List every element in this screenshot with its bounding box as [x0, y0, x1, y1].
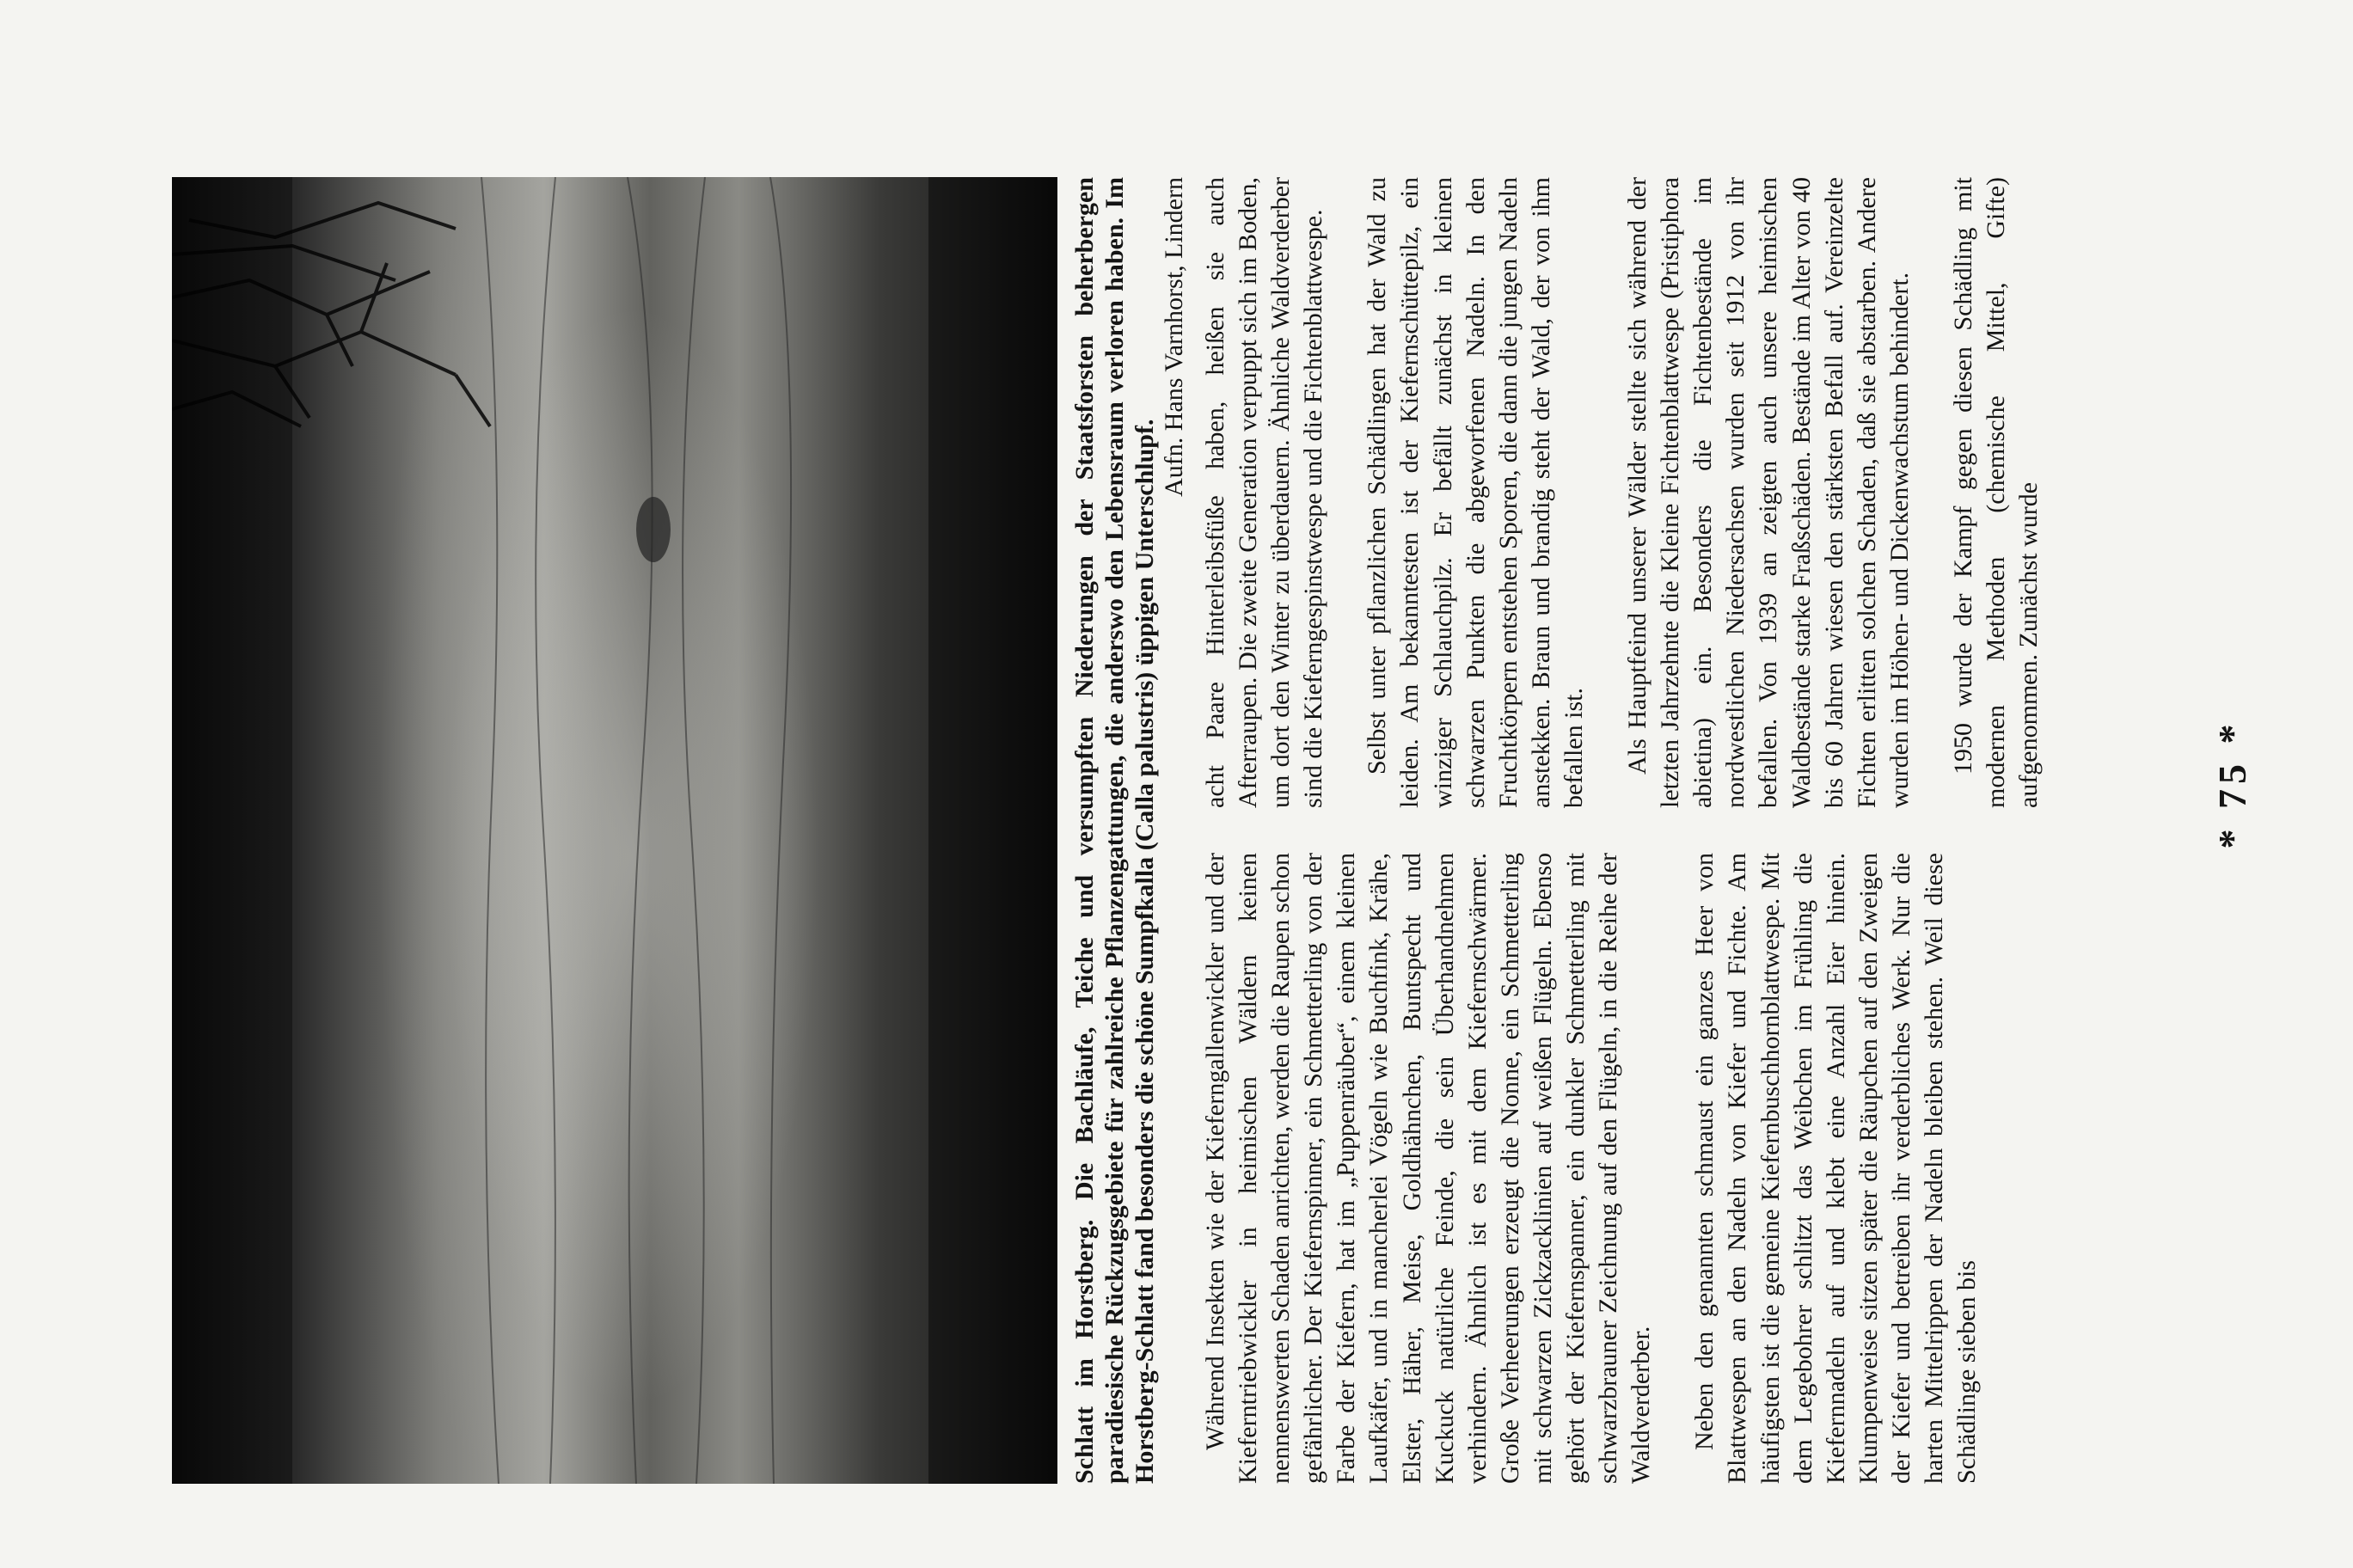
- body-text: [1199, 177, 2128, 1484]
- photo-credit: Aufn. Hans Varnhorst, Lindern: [1160, 177, 1189, 497]
- photo-caption: [1070, 177, 1190, 1484]
- caption-text: Schlatt im Horstberg. Die Bachläufe, Teiche und versumpften Niederungen der Staatsforsten beherbergen paradiesische Rückzugsgebiete für zahlreiche Pflanzengattungen, die anderswo den Lebensraum verloren haben. Im Horstberg-Schlatt fand besonders die schöne Sumpfkalla (Calla palustris) üppigen Unterschlupf.: [1070, 177, 1159, 1484]
- swamp-photograph: [172, 177, 1057, 1484]
- text-column-right: [1199, 177, 2128, 808]
- page-number: * 75 *: [2210, 719, 2254, 849]
- photo-texture: [172, 177, 1057, 1484]
- paragraph: acht Paare Hinterleibsfüße haben, heißen sie auch Afterraupen. Die zweite Generation verpuppt sich im Boden, um dort den Winter zu überdauern. Ähnliche Waldverderber sind die Kieferngespinstwespe und die Fichtenblattwespe.: [1201, 177, 1328, 808]
- paragraph: Neben den genannten schmaust ein ganzes Heer von Blattwespen an den Nadeln von Kiefer und Fichte. Am häufigsten ist die gemeine Kiefernbuschhornblattwespe. Mit dem Legebohrer schlitzt das Weibchen im Frühling die Kiefernnadeln auf und klebt eine Anzahl Eier hinein. Klumpenweise sitzen später die Räupchen auf den Zweigen der Kiefer und betreiben ihr verderbliches Werk. Nur die harten Mittelrippen der Nadeln bleiben stehen. Weil diese Schädlinge sieben bis: [1690, 853, 1982, 1484]
- paragraph: Als Hauptfeind unserer Wälder stellte sich während der letzten Jahrzehnte die Kleine Fichtenblattwespe (Pristiphora abietina) ein. Besonders die Fichtenbestände im nordwestlichen Niedersachsen wurden seit 1912 von ihr befallen. Von 1939 an zeigten auch unsere heimischen Waldbestände starke Fraßschäden. Bestände im Alter von 40 bis 60 Jahren wiesen den stärksten Befall auf. Vereinzelte Fichten erlitten solchen Schaden, daß sie abstarben. Andere wurden im Höhen- und Dickenwachstum behindert.: [1623, 177, 1914, 808]
- paragraph: Selbst unter pflanzlichen Schädlingen hat der Wald zu leiden. Am bekanntesten ist der Kiefernschüttepilz, ein winziger Schlauchpilz. Er befällt zunächst in kleinen schwarzen Punkten die abgeworfenen Nadeln. In den Fruchtkörpern entstehen Sporen, die dann die jungen Nadeln anstekken. Braun und brandig steht der Wald, der von ihm befallen ist.: [1363, 177, 1588, 808]
- text-column-left: [1199, 853, 2128, 1484]
- paragraph: Während Insekten wie der Kieferngallenwickler und der Kieferntriebwickler in heimischen Wäldern keinen nennenswerten Schaden anrichten, werden die Raupen schon gefährlicher. Der Kiefernspinner, ein Schmetterling von der Farbe der Kiefern, hat im „Puppenräuber“, einem kleinen Laufkäfer, und in mancherlei Vögeln wie Buchfink, Krähe, Elster, Häher, Meise, Goldhähnchen, Buntspecht und Kuckuck natürliche Feinde, die sein Überhandnehmen verhindern. Ähnlich ist es mit dem Kiefernschwärmer. Große Verheerungen erzeugt die Nonne, ein Schmetterling mit schwarzen Zickzacklinien auf weißen Flügeln. Ebenso gehört der Kiefernspanner, ein dunkler Schmetterling mit schwarzbrauner Zeichnung auf den Flügeln, in die Reihe der Waldverderber.: [1201, 853, 1656, 1484]
- paragraph: 1950 wurde der Kampf gegen diesen Schädling mit modernen Methoden (chemische Mittel, Gifte) aufgenommen. Zunächst wurde: [1948, 177, 2044, 808]
